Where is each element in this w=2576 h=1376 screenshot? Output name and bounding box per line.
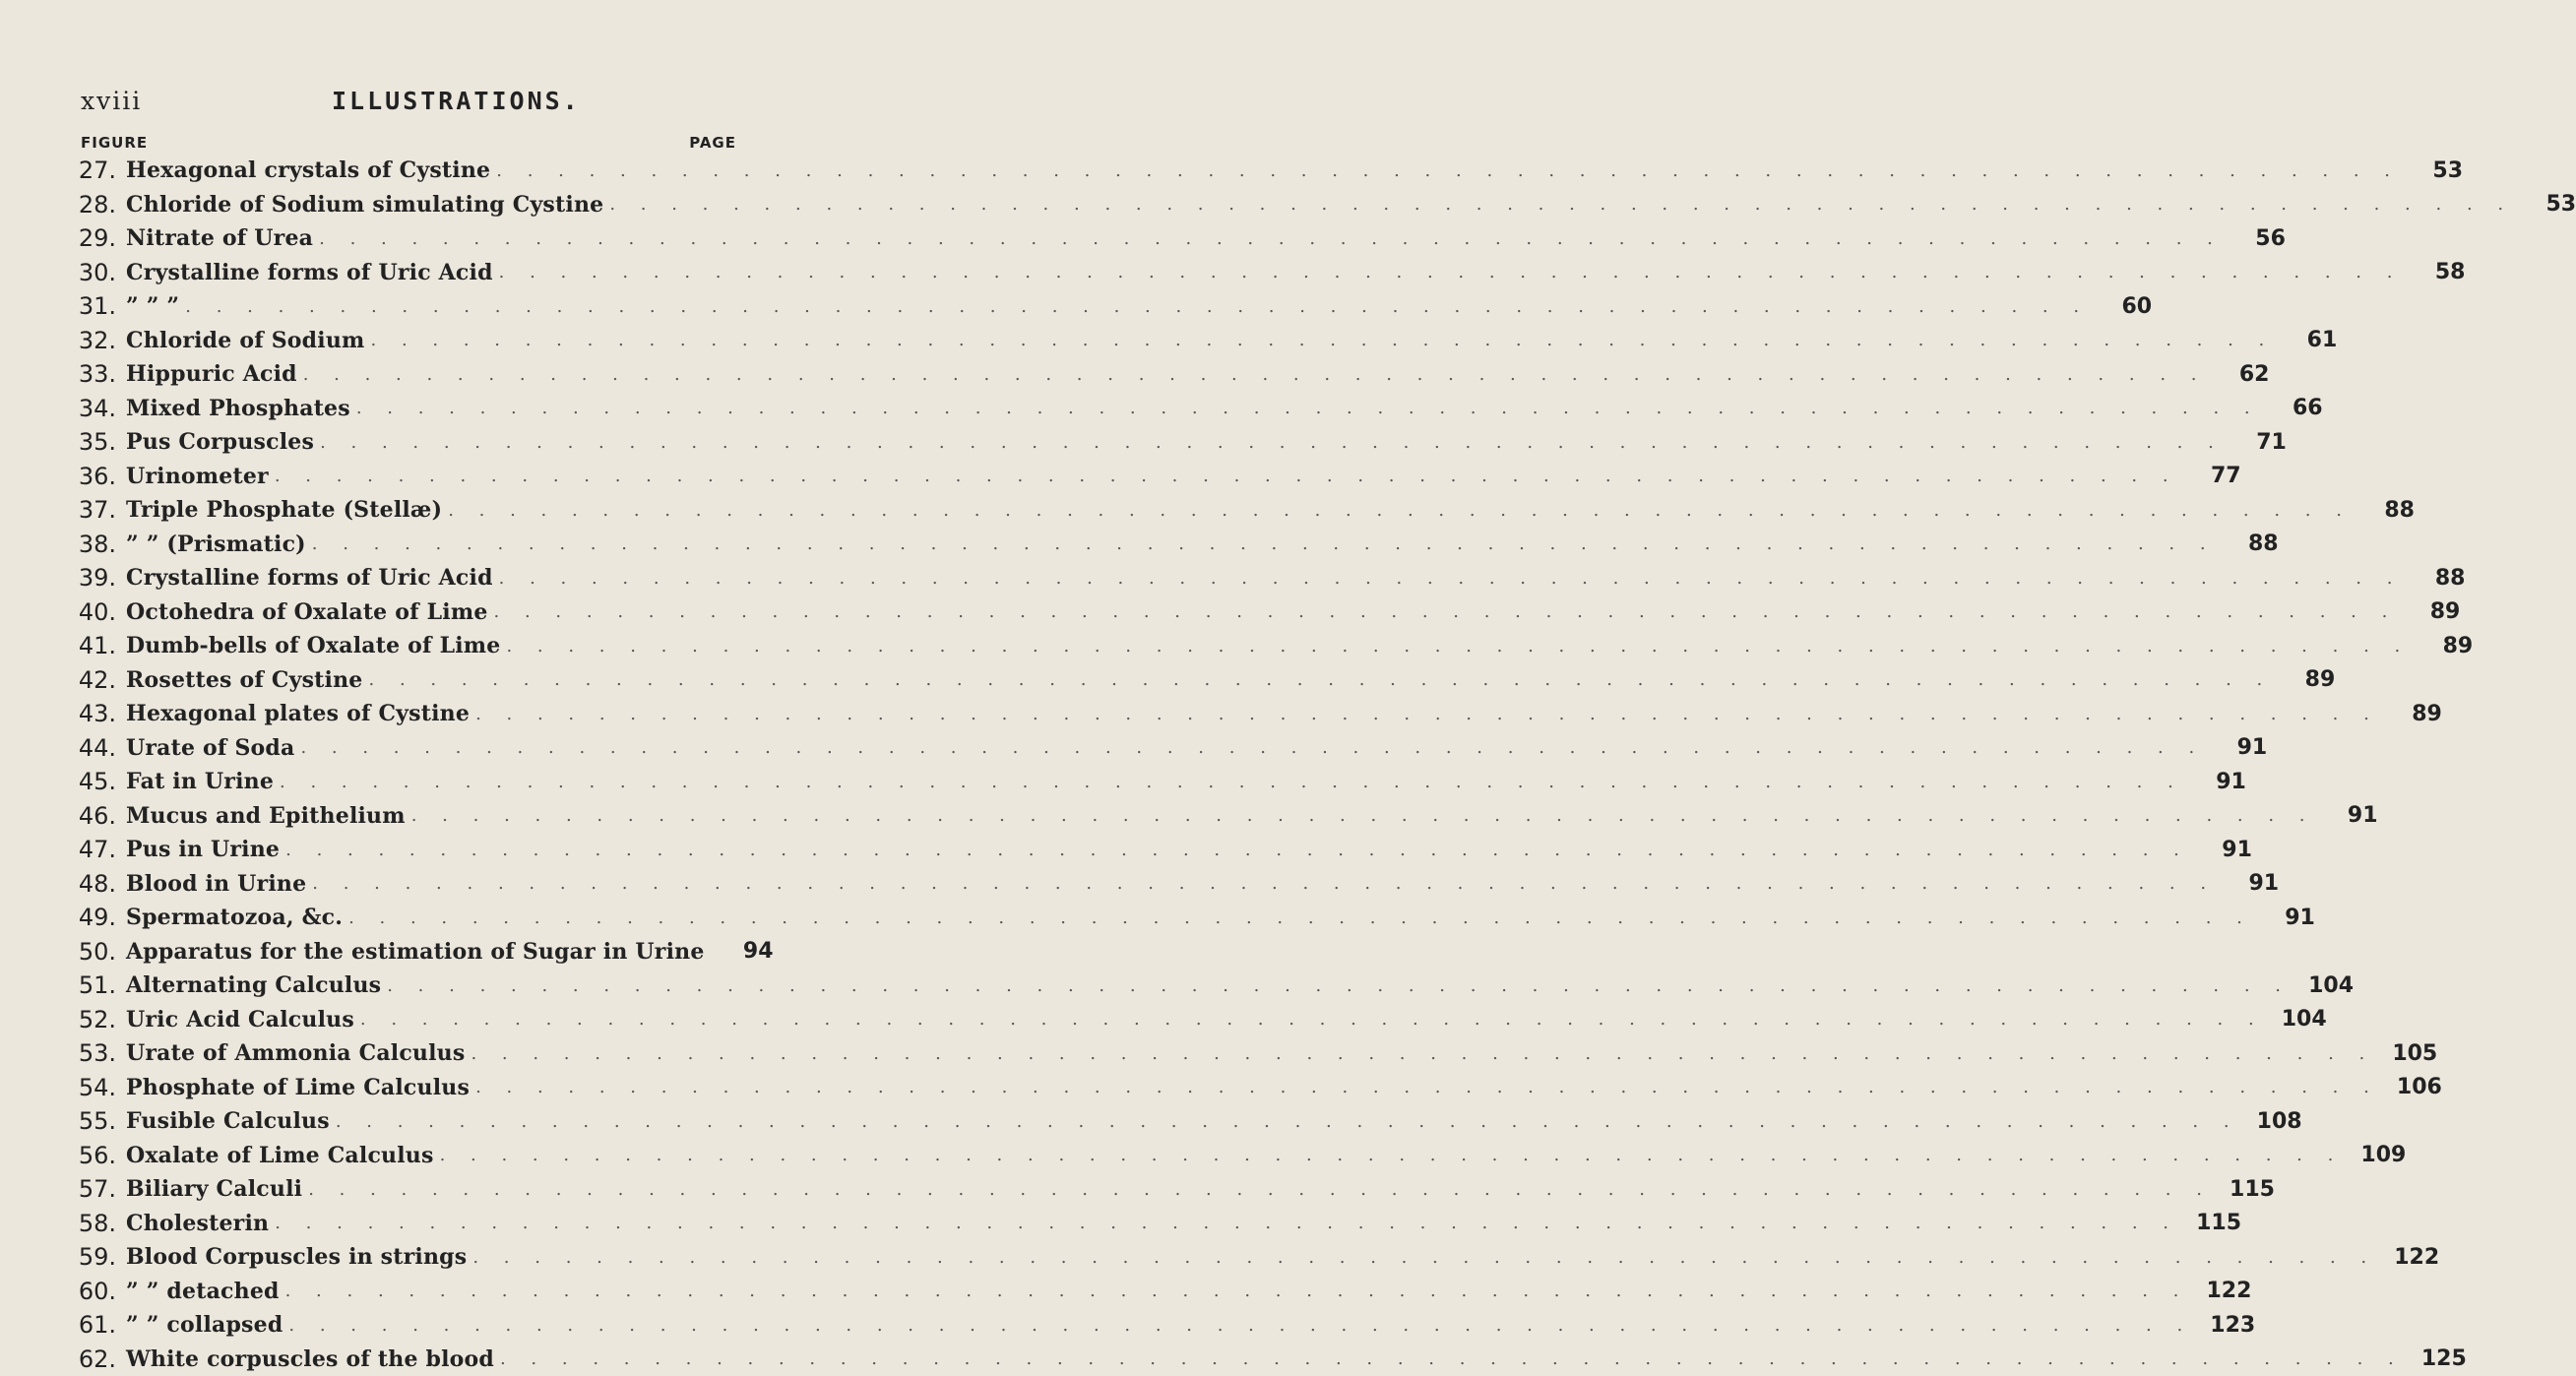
figure-number: 52. <box>61 1006 116 1033</box>
list-item <box>61 935 760 969</box>
page-header <box>81 87 728 116</box>
dot-leader <box>475 1077 2379 1097</box>
page-reference: 62 <box>2213 362 2270 387</box>
list-item <box>61 324 760 358</box>
figure-number: 45. <box>61 768 116 795</box>
list-item <box>61 256 760 290</box>
list-item <box>61 1275 760 1309</box>
figure-title: Pus Corpuscles <box>126 429 314 455</box>
dot-leader <box>360 1009 2264 1030</box>
dot-leader <box>499 568 2403 589</box>
figure-number: 27. <box>61 156 116 184</box>
figure-title: Urate of Ammonia Calculus <box>126 1040 465 1066</box>
list-item <box>61 731 760 766</box>
list-item <box>61 1308 760 1343</box>
list-item <box>61 460 760 494</box>
dot-leader <box>440 1145 2344 1165</box>
figure-title: Mixed Phosphates <box>126 396 350 421</box>
figure-number: 29. <box>61 224 116 252</box>
figure-number: 48. <box>61 870 116 898</box>
figure-number: 42. <box>61 666 116 694</box>
dot-leader <box>285 840 2189 860</box>
figure-title: Triple Phosphate (Stellæ) <box>126 497 442 523</box>
list-item <box>61 154 760 188</box>
list-item <box>61 697 760 731</box>
page-reference: 56 <box>2229 226 2286 251</box>
dot-leader <box>312 533 2216 554</box>
list-item <box>61 357 760 392</box>
figure-number: 59. <box>61 1243 116 1271</box>
figure-title: White corpuscles of the blood <box>126 1346 494 1372</box>
list-item <box>61 1003 760 1037</box>
list-item <box>61 629 760 663</box>
figure-title: Hippuric Acid <box>126 361 297 387</box>
figure-number: 32. <box>61 327 116 354</box>
page-reference: 91 <box>2195 838 2252 862</box>
figure-title: Fusible Calculus <box>126 1108 330 1134</box>
figure-title: Chloride of Sodium <box>126 328 365 353</box>
dot-leader <box>185 296 2089 317</box>
dot-leader <box>471 1043 2374 1064</box>
list-item <box>61 1139 760 1173</box>
list-item <box>61 528 760 562</box>
figure-number: 33. <box>61 360 116 388</box>
dot-leader <box>308 1179 2212 1200</box>
page-reference: 89 <box>2416 634 2473 658</box>
list-item <box>61 833 760 867</box>
figure-number: 62. <box>61 1345 116 1373</box>
page-reference: 91 <box>2258 906 2315 930</box>
list-item <box>61 289 760 324</box>
figure-number: 35. <box>61 428 116 456</box>
list-item <box>61 1104 760 1139</box>
page-reference: 88 <box>2408 566 2465 591</box>
figure-number: 54. <box>61 1074 116 1101</box>
dot-leader <box>411 805 2315 826</box>
list-item <box>61 392 760 426</box>
list-item <box>61 1207 760 1241</box>
figure-number: 53. <box>61 1039 116 1067</box>
dot-leader <box>499 262 2403 282</box>
page-reference: 88 <box>2357 498 2415 523</box>
page-reference: 71 <box>2230 430 2287 455</box>
page-column-heading: PAGE <box>689 134 736 152</box>
page-reference: 115 <box>2218 1177 2275 1202</box>
dot-leader <box>303 364 2207 385</box>
figure-number: 36. <box>61 463 116 490</box>
page-reference: 115 <box>2184 1211 2241 1235</box>
dot-leader <box>356 398 2260 418</box>
page-reference: 88 <box>2222 532 2279 556</box>
dot-leader <box>275 1213 2178 1233</box>
page-reference: 53 <box>2519 192 2576 217</box>
figure-number: 55. <box>61 1107 116 1135</box>
dot-leader <box>494 601 2398 622</box>
dot-leader <box>369 669 2273 690</box>
page-reference: 122 <box>2194 1279 2251 1303</box>
list-item <box>61 425 760 460</box>
dot-leader <box>320 432 2224 453</box>
figure-number: 60. <box>61 1278 116 1305</box>
figure-title: Hexagonal plates of Cystine <box>126 701 470 726</box>
page-reference: 109 <box>2349 1143 2406 1167</box>
figure-number: 31. <box>61 292 116 320</box>
figure-title: ” ” detached <box>126 1279 280 1304</box>
figure-number: 61. <box>61 1311 116 1339</box>
list-item <box>61 1343 760 1376</box>
figure-title: Nitrate of Urea <box>126 225 313 251</box>
dot-leader <box>348 907 2252 928</box>
figure-title: Chloride of Sodium simulating Cystine <box>126 192 603 218</box>
page-reference: 91 <box>2189 770 2246 794</box>
list-item <box>61 867 760 902</box>
figure-number: 58. <box>61 1210 116 1237</box>
dot-leader <box>496 160 2400 181</box>
list-item <box>61 969 760 1003</box>
dot-leader <box>280 772 2183 792</box>
list-item <box>61 1036 760 1071</box>
figure-title: Crystalline forms of Uric Acid <box>126 260 493 285</box>
figure-title: ” ” ” <box>126 293 179 319</box>
figure-title: Oxalate of Lime Calculus <box>126 1143 434 1168</box>
figure-number: 28. <box>61 191 116 219</box>
list-item <box>61 765 760 799</box>
page-reference: 94 <box>717 939 774 964</box>
figure-title: Uric Acid Calculus <box>126 1007 354 1032</box>
figure-title: Blood Corpuscles in strings <box>126 1244 467 1270</box>
page-reference: 91 <box>2210 735 2267 760</box>
dot-leader <box>371 330 2275 350</box>
figure-title: Hexagonal crystals of Cystine <box>126 157 490 183</box>
list-item <box>61 1172 760 1207</box>
dot-leader <box>609 194 2513 215</box>
figure-title: ” ” (Prismatic) <box>126 532 306 557</box>
book-page <box>0 0 787 1311</box>
page-reference: 123 <box>2198 1313 2255 1338</box>
figure-number: 38. <box>61 531 116 558</box>
list-item <box>61 1240 760 1275</box>
page-reference: 60 <box>2095 294 2152 319</box>
page-reference: 108 <box>2245 1109 2302 1134</box>
list-item <box>61 188 760 222</box>
dot-leader <box>319 228 2223 249</box>
dot-leader <box>300 737 2204 758</box>
list-item <box>61 221 760 256</box>
figure-title: Mucus and Epithelium <box>126 803 406 829</box>
list-item <box>61 561 760 595</box>
page-reference: 104 <box>2270 1007 2327 1032</box>
dot-leader <box>448 500 2352 521</box>
dot-leader <box>506 636 2410 657</box>
dot-leader <box>288 1315 2192 1336</box>
dot-leader <box>312 873 2216 894</box>
page-reference: 89 <box>2403 599 2460 624</box>
figure-column-heading: FIGURE <box>81 134 148 152</box>
page-reference: 91 <box>2222 871 2279 896</box>
list-item <box>61 663 760 698</box>
page-reference: 77 <box>2184 464 2241 488</box>
dot-leader <box>275 466 2178 486</box>
figure-number: 41. <box>61 632 116 659</box>
figure-number: 37. <box>61 496 116 524</box>
page-reference: 89 <box>2278 667 2335 692</box>
figure-title: Dumb-bells of Oxalate of Lime <box>126 633 500 658</box>
figure-title: Urate of Soda <box>126 735 294 761</box>
figure-title: Alternating Calculus <box>126 972 381 998</box>
dot-leader <box>336 1111 2239 1132</box>
figure-number: 46. <box>61 802 116 830</box>
dot-leader <box>387 975 2291 996</box>
list-item <box>61 901 760 935</box>
figure-number: 34. <box>61 395 116 422</box>
figure-number: 57. <box>61 1175 116 1203</box>
figure-number: 30. <box>61 259 116 286</box>
figure-title: Spermatozoa, &c. <box>126 905 343 930</box>
page-reference: 106 <box>2385 1075 2442 1099</box>
figure-title: ” ” collapsed <box>126 1312 283 1338</box>
figure-number: 39. <box>61 564 116 592</box>
figure-title: Fat in Urine <box>126 769 274 794</box>
page-reference: 61 <box>2280 328 2337 352</box>
figure-title: Crystalline forms of Uric Acid <box>126 565 493 591</box>
figure-title: Blood in Urine <box>126 871 306 897</box>
list-item <box>61 799 760 834</box>
figure-number: 50. <box>61 938 116 966</box>
dot-leader <box>472 1247 2376 1268</box>
figure-number: 49. <box>61 904 116 931</box>
page-reference: 122 <box>2382 1245 2439 1270</box>
page-reference: 104 <box>2296 973 2354 998</box>
dot-leader <box>475 704 2379 724</box>
dot-leader <box>500 1348 2404 1369</box>
page-reference: 58 <box>2408 260 2465 284</box>
page-reference: 91 <box>2321 803 2378 828</box>
page-reference: 105 <box>2380 1041 2437 1066</box>
dot-leader <box>285 1281 2189 1301</box>
figure-title: Urinometer <box>126 464 269 489</box>
figure-title: Pus in Urine <box>126 837 280 862</box>
list-item <box>61 595 760 630</box>
figure-number: 56. <box>61 1142 116 1169</box>
figure-number: 43. <box>61 700 116 727</box>
figure-title: Cholesterin <box>126 1211 269 1236</box>
figure-number: 47. <box>61 836 116 863</box>
page-reference: 53 <box>2406 158 2463 183</box>
page-number: xviii <box>81 87 142 115</box>
figure-number: 44. <box>61 734 116 762</box>
figure-title: Rosettes of Cystine <box>126 667 363 693</box>
page-reference: 89 <box>2385 702 2442 726</box>
illustrations-list <box>61 154 760 1376</box>
list-item <box>61 1071 760 1105</box>
running-head: ILLUSTRATIONS. <box>332 87 581 115</box>
list-item <box>61 493 760 528</box>
page-reference: 125 <box>2410 1346 2467 1371</box>
figure-number: 51. <box>61 971 116 999</box>
figure-title: Phosphate of Lime Calculus <box>126 1075 470 1100</box>
figure-title: Octohedra of Oxalate of Lime <box>126 599 488 625</box>
figure-title: Biliary Calculi <box>126 1176 302 1202</box>
page-reference: 66 <box>2266 396 2323 420</box>
figure-title: Apparatus for the estimation of Sugar in Urine <box>126 939 705 965</box>
figure-number: 40. <box>61 598 116 626</box>
